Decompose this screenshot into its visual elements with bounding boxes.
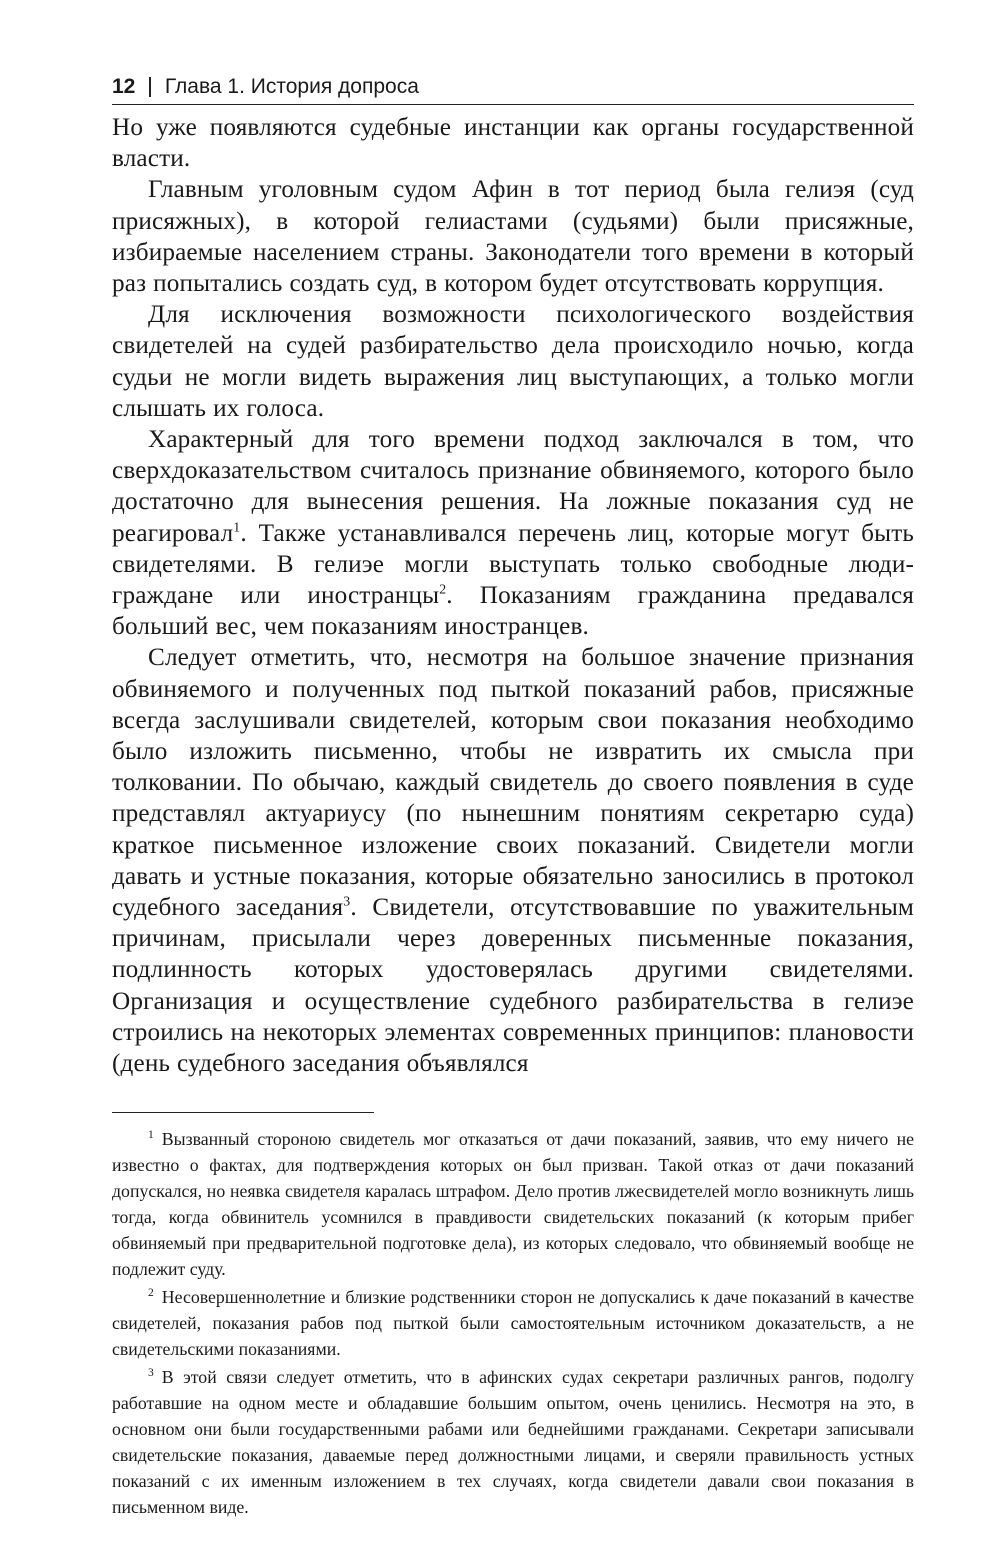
paragraph-5-part-a: Следует отметить, что, несмотря на большое значение признания обвиняемого и полученных под пыткой показаний рабов, присяжные всегда заслушивали свидетелей, которым свои показания необходимо было изложить письменно, чтобы не извратить их смысла при толковании. По обычаю, каждый свидетель до своего появления в суде представлял актуариусу (по нынешним понятиям секретарю суда) краткое письменное изложение своих показаний. Свидетели могли давать и устные показания, которые обязательно заносились в протокол судебного заседания [112, 644, 914, 922]
footnote-text-1: Вызванный стороною свидетель мог отказаться от дачи показаний, заявив, что ему ничего не известно о фактах, для подтверждения которых он был призван. Такой отказ от дачи показаний допускался, но неявка свидетеля каралась штрафом. Дело против лжесвидетелей могло возникнуть лишь тогда, когда обвинитель усомнился в правдивости свидетельских показаний (к которым прибег обвиняемый при предварительной подготовке дела), из которых следовало, что обвиняемый вообще не подлежит суду. [112, 1129, 914, 1280]
footnote-text-2: Несовершеннолетние и близкие родственники сторон не допускались к даче показаний в качестве свидетелей, показания рабов под пыткой были самостоятельным источником доказательств, а не свидетельскими показаниями. [112, 1287, 914, 1360]
footnote-3 [112, 1364, 914, 1520]
footnote-ref-2[interactable]: 2 [439, 581, 447, 597]
paragraph-3: Для исключения возможности психологического воздействия свидетелей на судей разбирательство дела происходило ночью, когда судьи не могли видеть выражения лиц выступающих, а только могли слышать их голоса. [112, 301, 914, 422]
footnote-ref-1[interactable]: 1 [233, 519, 241, 535]
footnote-divider [112, 1112, 374, 1113]
paragraph-5 [112, 642, 914, 1079]
footnote-2 [112, 1284, 914, 1362]
paragraph-4-part-a: Характерный для того времени подход заключался в том, что сверхдоказательством считалось признание обвиняемого, которого было достаточно для вынесения решения. На ложные показания суд не реагировал [112, 426, 914, 547]
paragraph-4 [112, 424, 914, 642]
paragraph-4-part-b: . Также устанавливался перечень лиц, которые могут быть свидетелями. В гелиэе могли выступать только свободные люди-граждане или иностранцы [112, 519, 914, 610]
footnote-mark-1: 1 [148, 1128, 154, 1142]
paragraph-2: Главным уголовным судом Афин в тот период была гелиэя (суд присяжных), в которой гелиастами (судьями) были присяжные, избираемые населением страны. Законодатели того времени в который раз попытались создать суд, в котором будет отсутствовать коррупция. [112, 176, 914, 298]
header-separator [149, 77, 151, 97]
footnote-text-3: В этой связи следует отметить, что в афинских судах секретари различных рангов, подолгу работавшие на одном месте и обладавшие большим опытом, очень ценились. Несмотря на это, в основном они были государственными рабами или беднейшими гражданами. Секретари записывали свидетельские показания, даваемые перед должностными лицами, и сверяли правильность устных показаний с их именным изложением в тех случаях, когда свидетели давали свои показания в письменном виде. [112, 1367, 914, 1518]
paragraph-5-part-b: . Свидетели, отсутствовавшие по уважительным причинам, присылали через доверенных письменные показания, подлинность которых удостоверялась другими свидетелями. Организация и осуществление судебного разбирательства в гелиэе строились на некоторых элементах современных принципов: плановости (день судебного заседания объявлялся [112, 894, 914, 1078]
footnotes [112, 1126, 914, 1520]
chapter-title: Глава 1. История допроса [164, 75, 419, 98]
running-header [112, 70, 914, 105]
footnote-ref-3[interactable]: 3 [343, 893, 351, 909]
paragraph-1: Но уже появляются судебные инстанции как органы государственной власти. [112, 114, 914, 173]
footnote-1 [112, 1126, 914, 1282]
paragraph-4-part-c: . Показаниям гражданина предавался больший вес, чем показаниям иностранцев. [112, 582, 915, 641]
footnote-mark-2: 2 [148, 1286, 154, 1300]
main-text [112, 112, 914, 1079]
page-number: 12 [112, 75, 136, 98]
book-page [112, 70, 914, 1522]
footnote-mark-3: 3 [148, 1366, 154, 1380]
